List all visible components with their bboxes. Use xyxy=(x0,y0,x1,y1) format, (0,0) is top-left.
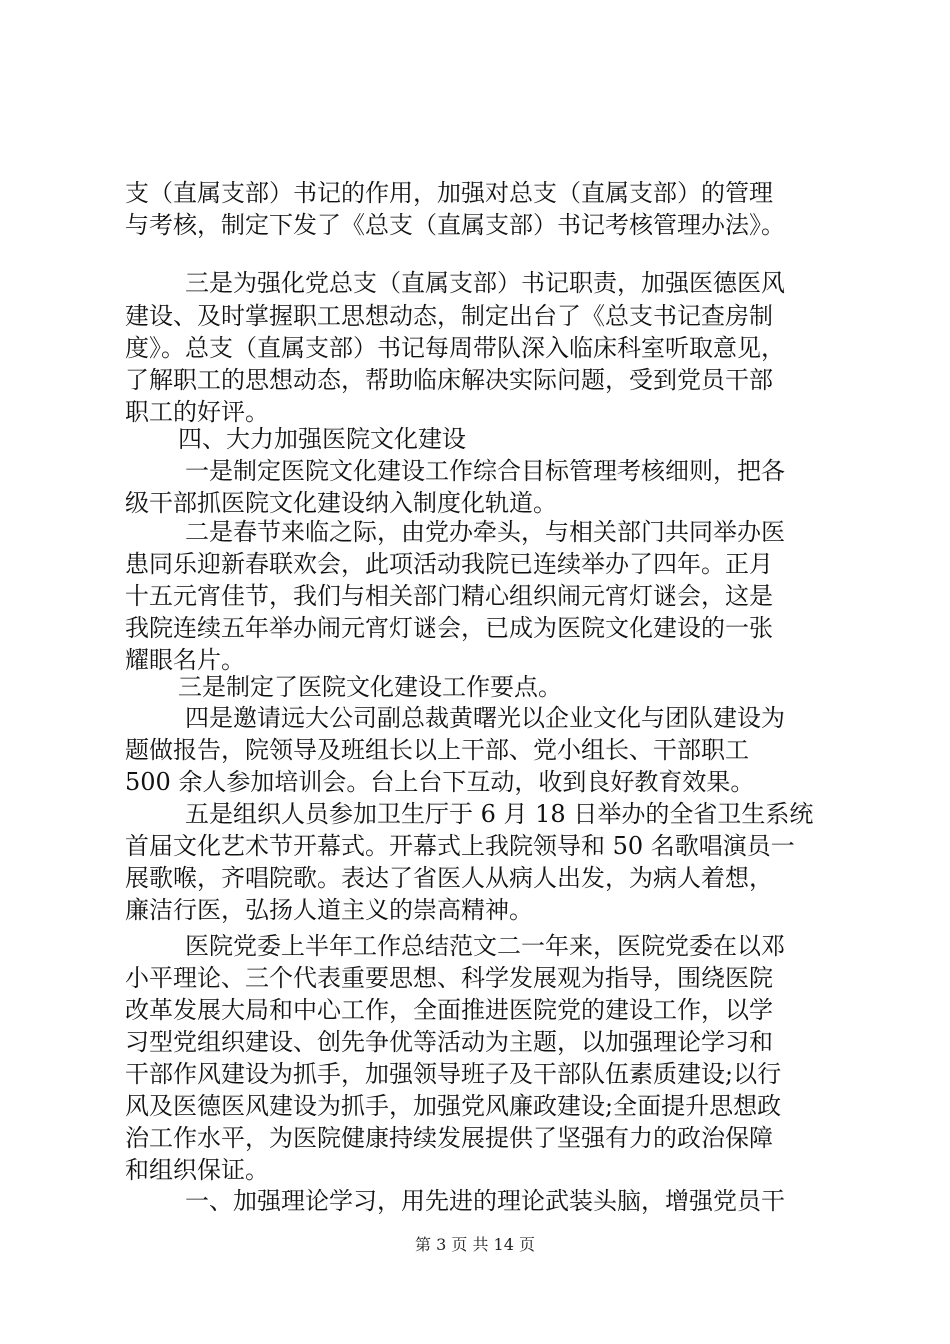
text-line: 治工作水平，为医院健康持续发展提供了坚强有力的政治保障 xyxy=(125,1124,773,1152)
text-line: 与考核，制定下发了《总支（直属支部）书记考核管理办法》。 xyxy=(125,211,785,239)
page-number-footer: 第 3 页 共 14 页 xyxy=(415,1235,535,1254)
text-line: 十五元宵佳节，我们与相关部门精心组织闹元宵灯谜会，这是 xyxy=(125,582,773,610)
text-line: 改革发展大局和中心工作，全面推进医院党的建设工作，以学 xyxy=(125,996,773,1024)
text-line: 度》。总支（直属支部）书记每周带队深入临床科室听取意见， xyxy=(125,334,785,362)
section-heading: 四、大力加强医院文化建设 xyxy=(178,425,466,453)
text-line: 小平理论、三个代表重要思想、科学发展观为指导，围绕医院 xyxy=(125,964,773,992)
paragraph-start: 三是制定了医院文化建设工作要点。 xyxy=(178,673,562,701)
text-line: 干部作风建设为抓手，加强领导班子及干部队伍素质建设;以行 xyxy=(125,1060,782,1088)
text-line: 我院连续五年举办闹元宵灯谜会，已成为医院文化建设的一张 xyxy=(125,614,773,642)
paragraph-start: 医院党委上半年工作总结范文二一年来，医院党委在以邓 xyxy=(185,932,785,960)
text-line: 题做报告，院领导及班组长以上干部、党小组长、干部职工 xyxy=(125,736,749,764)
paragraph-start: 二是春节来临之际，由党办牵头，与相关部门共同举办医 xyxy=(185,518,785,546)
text-line: 级干部抓医院文化建设纳入制度化轨道。 xyxy=(125,489,557,517)
paragraph-start: 一、加强理论学习，用先进的理论武装头脑，增强党员干 xyxy=(185,1187,785,1215)
text-line: 了解职工的思想动态，帮助临床解决实际问题，受到党员干部 xyxy=(125,366,773,394)
text-line: 首届文化艺术节开幕式。开幕式上我院领导和 50 名歌唱演员一 xyxy=(125,832,795,860)
text-line: 风及医德医风建设为抓手，加强党风廉政建设;全面提升思想政 xyxy=(125,1092,782,1120)
paragraph-start: 五是组织人员参加卫生厅于 6 月 18 日举办的全省卫生系统 xyxy=(185,800,814,828)
text-line: 廉洁行医，弘扬人道主义的崇高精神。 xyxy=(125,896,533,924)
text-line: 500 余人参加培训会。台上台下互动，收到良好教育效果。 xyxy=(125,768,755,796)
text-line: 患同乐迎新春联欢会，此项活动我院已连续举办了四年。正月 xyxy=(125,550,773,578)
text-line: 和组织保证。 xyxy=(125,1156,269,1184)
paragraph-start: 三是为强化党总支（直属支部）书记职责，加强医德医风 xyxy=(185,269,785,297)
text-line: 展歌喉，齐唱院歌。表达了省医人从病人出发，为病人着想， xyxy=(125,864,773,892)
paragraph-start: 一是制定医院文化建设工作综合目标管理考核细则，把各 xyxy=(185,457,785,485)
text-line: 耀眼名片。 xyxy=(125,646,245,674)
paragraph-start: 四是邀请远大公司副总裁黄曙光以企业文化与团队建设为 xyxy=(185,704,785,732)
text-line: 建设、及时掌握职工思想动态，制定出台了《总支书记查房制 xyxy=(125,302,773,330)
text-line: 支（直属支部）书记的作用，加强对总支（直属支部）的管理 xyxy=(125,179,773,207)
text-line: 习型党组织建设、创先争优等活动为主题，以加强理论学习和 xyxy=(125,1028,773,1056)
text-line: 职工的好评。 xyxy=(125,398,269,426)
